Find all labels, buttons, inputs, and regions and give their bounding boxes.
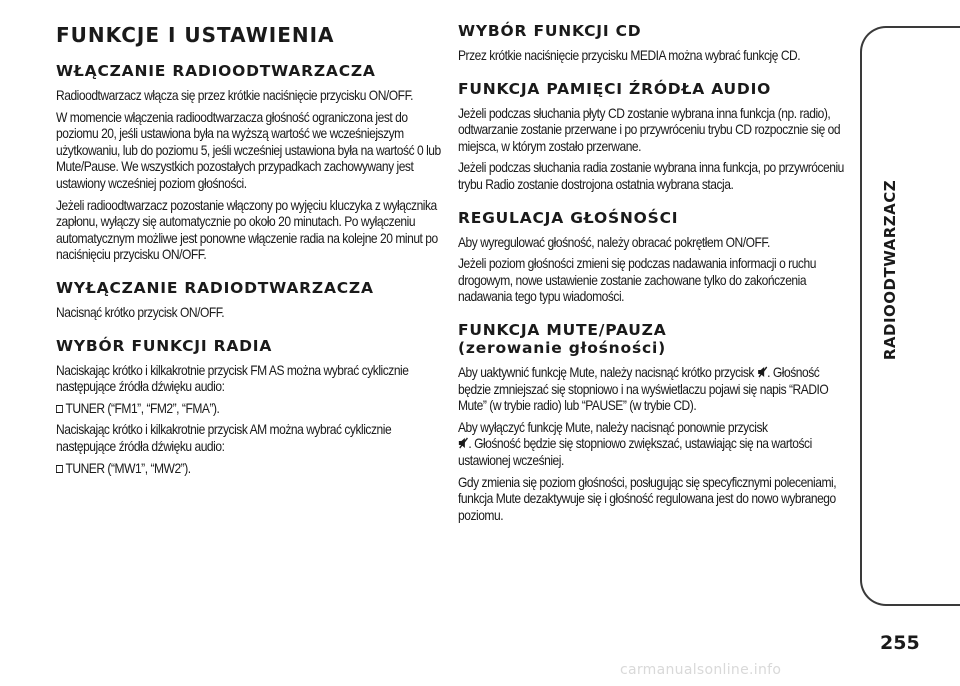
paragraph: Nacisnąć krótko przycisk ON/OFF. xyxy=(56,303,225,320)
heading-radio-select: WYBÓR FUNKCJI RADIA xyxy=(56,336,273,355)
paragraph: Jeżeli radioodtwarzacz pozostanie włączony po wyjęciu kluczyka z wyłącznika zapłonu, wyłączy się automatycznie po około 20 minutach. Po wyłączeniu automatycznym możliwe jest ponowne włączenie radia na kolejne 20 minut po naciśnięciu przycisku ON/OFF. xyxy=(56,196,438,263)
page-number: 255 xyxy=(880,632,920,654)
section-side-label: RADIOODTWARZACZ xyxy=(881,179,899,361)
heading-mute: FUNKCJA MUTE/PAUZA xyxy=(458,320,667,339)
paragraph: W momencie włączenia radioodtwarzacza głośność ograniczona jest do poziomu 20, jeśli ustawiona była na wyższą wartość we wcześniejszym użytkowaniu, lub do poziomu 5, jeśli wcześniej ustawiona była na wartość 0 lub Mute/Pause. We wszystkich pozostałych przypadkach zachowywany jest ustawiony wcześniej poziom głośności. xyxy=(56,108,441,191)
paragraph: Jeżeli podczas słuchania płyty CD zostanie wybrana inna funkcja (np. radio), odtwarzanie zostanie przerwane i po przywróceniu trybu CD rozpocznie się od miejsca, w którym zostało przerwane. xyxy=(458,104,841,154)
checkbox-bullet-icon xyxy=(56,405,63,413)
paragraph: Aby uaktywnić funkcję Mute, należy nacisnąć krótko przycisk . Głośność będzie zmniejszać się stopniowo i na wyświetlaczu pojawi się napis “RADIO Mute” (w trybie radio) lub “PAUSE” (w trybie CD). xyxy=(458,363,829,414)
heading-radio-on: WŁĄCZANIE RADIOODTWARZACZA xyxy=(56,62,376,80)
paragraph: Przez krótkie naciśnięcie przycisku MEDIA można wybrać funkcję CD. xyxy=(458,47,801,63)
mute-speaker-icon xyxy=(757,366,767,378)
watermark: carmanualsonline.info xyxy=(620,662,782,678)
bullet-item: TUNER (“MW1”, “MW2”). xyxy=(56,460,446,477)
right-column xyxy=(458,22,848,528)
paragraph: Radioodtwarzacz włącza się przez krótkie naciśnięcie przycisku ON/OFF. xyxy=(56,87,413,103)
paragraph: Naciskając krótko i kilkakrotnie przycisk FM AS można wybrać cyklicznie następujące źródła dźwięku audio: xyxy=(56,361,409,395)
heading-radio-off: WYŁĄCZANIE RADIODTWARZACZA xyxy=(56,278,374,297)
heading-mute-sub: (zerowanie głośności) xyxy=(458,338,666,357)
paragraph: Aby wyregulować głośność, należy obracać pokrętłem ON/OFF. xyxy=(458,233,770,250)
paragraph: Jeżeli podczas słuchania radia zostanie wybrana inna funkcja, po przywróceniu trybu Radio zostanie dostrojona ostatnia wybrana stacja. xyxy=(458,159,844,192)
paragraph: Jeżeli poziom głośności zmieni się podczas nadawania informacji o ruchu drogowym, nowe ustawienie zostanie zachowane tylko do zakończenia nadawania tego typu wiadomości. xyxy=(458,255,816,305)
paragraph: Gdy zmienia się poziom głośności, posługując się specyficznymi poleceniami, funkcja Mute dezaktywuje się i głośność regulowana jest do nowo wybranego poziomu. xyxy=(458,473,837,523)
checkbox-bullet-icon xyxy=(56,465,63,473)
mute-speaker-icon xyxy=(458,437,468,449)
paragraph: Aby wyłączyć funkcję Mute, należy nacisnąć ponownie przycisk . Głośność będzie się stopniowo zwiększać, ustawiając się na wartości ustawionej wcześniej. xyxy=(458,418,812,468)
page-title: FUNKCJE I USTAWIENIA xyxy=(56,23,335,47)
paragraph: Naciskając krótko i kilkakrotnie przycisk AM można wybrać cyklicznie następujące źródła dźwięku audio: xyxy=(56,421,392,454)
heading-audio-memory: FUNKCJA PAMIĘCI ŹRÓDŁA AUDIO xyxy=(458,79,772,98)
heading-volume: REGULACJA GŁOŚNOŚCI xyxy=(458,208,679,227)
heading-cd-select: WYBÓR FUNKCJI CD xyxy=(458,22,642,40)
bullet-item: TUNER (“FM1”, “FM2”, “FMA”). xyxy=(56,400,446,417)
left-column xyxy=(56,22,446,481)
